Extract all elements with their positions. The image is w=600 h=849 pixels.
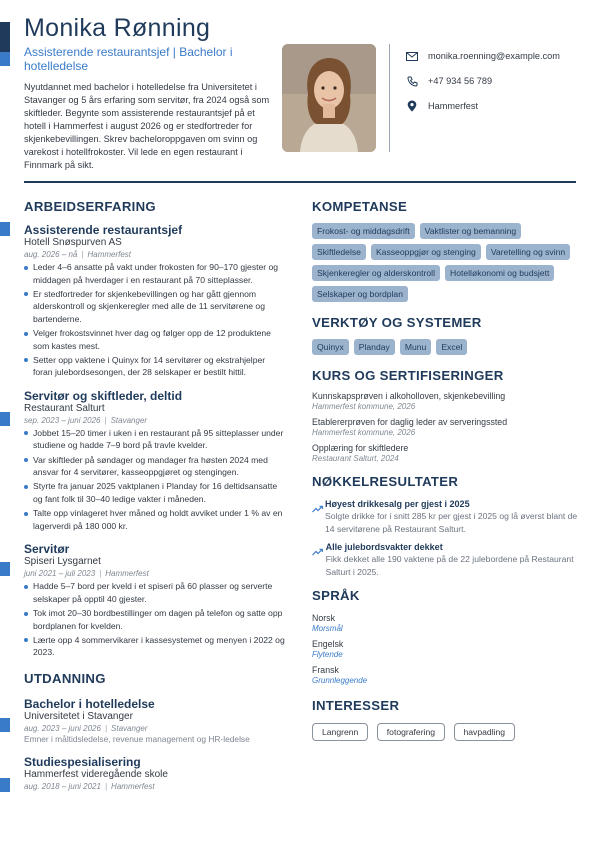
job-place: Hammerfest xyxy=(87,250,132,259)
mail-icon xyxy=(404,50,420,62)
course-item xyxy=(312,390,578,412)
tool-tag: Planday xyxy=(354,339,395,355)
result-item xyxy=(312,498,578,535)
education-meta: aug. 2023 – juni 2026 | Stavanger xyxy=(24,723,148,733)
trend-up-icon xyxy=(312,500,323,535)
course-item xyxy=(312,416,578,438)
interest-tag: fotografering xyxy=(377,723,445,741)
language-item xyxy=(312,638,578,660)
email-text: monika.roenning@example.com xyxy=(428,51,560,61)
bullet-item: Var skiftleder på søndager og mandager fra høsten 2024 med ansvar for 4 servitører, kasseoppgjøret og stengingen. xyxy=(24,454,286,479)
education-marker xyxy=(0,718,10,732)
bullet-item: Hadde 5–7 bord per kveld i et spiseri på 60 plasser og serverte selskaper på opptil 40 gjester. xyxy=(24,580,286,605)
school-name: Hammerfest videregående skole xyxy=(24,768,168,780)
skill-tag: Hotelløkonomi og budsjett xyxy=(445,265,554,281)
section-title-tools: VERKTØY OG SYSTEMER xyxy=(312,315,482,330)
education-place: Hammerfest xyxy=(111,781,155,791)
education-dates: aug. 2018 – juni 2021 xyxy=(24,781,101,791)
contact-phone[interactable] xyxy=(404,69,594,93)
skill-tag: Varetelling og svinn xyxy=(486,244,570,260)
trend-up-icon xyxy=(312,543,324,578)
job-title: Servitør og skiftleder, deltid xyxy=(24,388,183,403)
section-title-education: UTDANNING xyxy=(24,670,106,686)
interest-tag: Langrenn xyxy=(312,723,368,741)
course-meta: Restaurant Salturt, 2024 xyxy=(312,454,399,463)
section-title-results: NØKKELRESULTATER xyxy=(312,474,459,489)
course-list xyxy=(312,390,578,464)
contact-block xyxy=(389,44,594,152)
language-level: Grunnleggende xyxy=(312,676,368,685)
course-meta: Hammerfest kommune, 2026 xyxy=(312,428,416,437)
interest-list xyxy=(312,722,578,741)
job-bullets xyxy=(24,580,286,659)
course-name: Etablererprøven for daglig leder av serveringssted xyxy=(312,417,508,427)
language-level: Flytende xyxy=(312,650,343,659)
header-accent-bar xyxy=(0,22,10,52)
result-text: Solgte drikke for i snitt 285 kr per gjest i 2025 og lå øverst blant de 14 servitørene på Restaurant Salturt. xyxy=(325,511,578,534)
result-title: Høyest drikkesalg per gjest i 2025 xyxy=(325,499,470,509)
bullet-item: Velger frokostsvinnet hver dag og følger opp de 12 produktene som kastes mest. xyxy=(24,327,286,352)
section-title-courses: KURS OG SERTIFISERINGER xyxy=(312,368,504,383)
job-marker xyxy=(0,562,10,576)
job-company: Restaurant Salturt xyxy=(24,402,105,414)
bullet-item: Lærte opp 4 sommervikarer i kassesystemet og menyen i 2022 og 2023. xyxy=(24,634,286,659)
degree-title: Studiespesialisering xyxy=(24,754,141,769)
job-dates: sep. 2023 – juni 2026 xyxy=(24,415,101,425)
section-title-skills: KOMPETANSE xyxy=(312,199,408,214)
job-entry xyxy=(24,389,286,532)
skill-tags xyxy=(312,223,578,307)
skill-tag: Kasseoppgjør og stenging xyxy=(371,244,481,260)
language-name: Fransk xyxy=(312,665,339,675)
result-text: Fikk dekket alle 190 vaktene på de 22 julebordene på Restaurant Salturt i 2025. xyxy=(325,554,574,577)
language-name: Norsk xyxy=(312,613,335,623)
skill-tag: Vaktlister og bemanning xyxy=(420,223,522,239)
job-company: Spiseri Lysgarnet xyxy=(24,556,101,568)
job-entry xyxy=(24,223,286,379)
portrait-illustration xyxy=(282,44,376,152)
location-pin-icon xyxy=(404,100,420,112)
school-name: Universitetet i Stavanger xyxy=(24,710,133,722)
education-marker xyxy=(0,778,10,792)
resume-header xyxy=(24,14,584,184)
course-meta: Hammerfest kommune, 2026 xyxy=(312,402,416,411)
job-bullets xyxy=(24,427,286,532)
right-column xyxy=(312,199,578,741)
header-accent-bar-light xyxy=(0,52,10,66)
job-meta: juni 2021 – juli 2023 | Hammerfest xyxy=(24,569,149,579)
phone-text: +47 934 56 789 xyxy=(428,76,493,86)
bullet-item: Tok imot 20–30 bordbestillinger om dagen på telefon og satte opp bordplanen for kvelden. xyxy=(24,607,286,632)
contact-location xyxy=(404,94,594,118)
candidate-subtitle: Assisterende restaurantsjef | Bachelor i hotelledelse xyxy=(24,45,233,73)
location-text: Hammerfest xyxy=(428,101,479,111)
language-item xyxy=(312,612,578,634)
job-dates: juni 2021 – juli 2023 xyxy=(24,569,96,579)
phone-icon xyxy=(404,75,420,87)
job-title: Servitør xyxy=(24,542,70,557)
course-name: Opplæring for skiftledere xyxy=(312,443,409,453)
bullet-item: Leder 4–6 ansatte på vakt under frokosten for 90–170 gjester og middagen på hverdager i en restaurant på 70 sitteplasser. xyxy=(24,261,286,286)
job-meta: aug. 2026 – nå | Hammerfest xyxy=(24,250,132,259)
degree-title: Bachelor i hotelledelse xyxy=(24,696,155,711)
section-title-interests: INTERESSER xyxy=(312,698,400,713)
skill-tag: Frokost- og middagsdrift xyxy=(312,223,415,239)
job-meta: sep. 2023 – juni 2026 | Stavanger xyxy=(24,415,148,425)
tool-tag: Excel xyxy=(436,339,467,355)
language-name: Engelsk xyxy=(312,639,344,649)
education-meta: aug. 2018 – juni 2021 | Hammerfest xyxy=(24,781,155,791)
education-entry xyxy=(24,755,286,792)
bullet-item: Er stedfortreder for skjenkebevillingen og har gått gjennom alderskontroll og skjenkeregler med alle de 11 servitørene og bartenderne. xyxy=(24,288,286,326)
bullet-item: Setter opp vaktene i Quinyx for 14 servitører og ekstrahjelper foran julebordsesongen, der 28 selskaper er bestilt hittil. xyxy=(24,354,286,379)
course-name: Kunnskapsprøven i alkoholloven, skjenkebevilling xyxy=(312,391,506,401)
job-marker xyxy=(0,222,10,236)
job-entry xyxy=(24,542,286,659)
language-item xyxy=(312,664,578,686)
bullet-item: Styrte fra januar 2025 vaktplanen i Planday for 16 deltidsansatte og fant folk til 30–40 ledige vakter i måneden. xyxy=(24,480,286,505)
profile-summary: Nyutdannet med bachelor i hotelledelse fra Universitetet i Stavanger og 5 års erfaring som servitør, fra 2024 også som skiftleder. Begynte som assisterende restaurantsjef på et hotell i Hammerfest i august 2026 og er stedfortreder for skjenkebevillingen. Skrev bacheloroppgaven om svinn og varekost i hotellfrokoster. Vil lede en egen restaurant i Finnmark på sikt. xyxy=(24,82,270,170)
bullet-item: Jobbet 15–20 timer i uken i en restaurant på 95 sitteplasser under studiene og hadde 7–9 bord på travle kvelder. xyxy=(24,427,286,452)
education-note: Emner i måltidsledelse, revenue management og HR-ledelse xyxy=(24,733,250,744)
course-item xyxy=(312,442,578,464)
language-list xyxy=(312,612,578,686)
job-place: Stavanger xyxy=(110,415,148,425)
job-title: Assisterende restaurantsjef xyxy=(24,223,183,237)
job-bullets xyxy=(24,261,286,379)
job-marker xyxy=(0,412,10,426)
job-place: Hammerfest xyxy=(105,569,149,579)
language-level: Morsmål xyxy=(312,624,343,633)
job-company: Hotell Snøspurven AS xyxy=(24,237,122,248)
education-place: Stavanger xyxy=(111,723,148,733)
education-entry xyxy=(24,697,286,745)
interest-tag: havpadling xyxy=(454,723,516,741)
skill-tag: Skjenkeregler og alderskontroll xyxy=(312,265,440,281)
skill-tag: Skiftledelse xyxy=(312,244,366,260)
profile-photo xyxy=(282,44,376,152)
result-item xyxy=(312,541,578,578)
job-dates: aug. 2026 – nå xyxy=(24,250,78,259)
bullet-item: Talte opp vinlageret hver måned og holdt avviket under 1 % av en lagerverdi på 180 000 kr. xyxy=(24,507,286,532)
result-list xyxy=(312,498,578,578)
contact-email[interactable] xyxy=(404,44,594,68)
education-dates: aug. 2023 – juni 2026 xyxy=(24,723,101,733)
tool-tag: Quinyx xyxy=(312,339,349,355)
result-title: Alle julebordsvakter dekket xyxy=(325,542,443,552)
section-title-experience: ARBEIDSERFARING xyxy=(24,199,156,214)
candidate-name: Monika Rønning xyxy=(24,14,211,42)
skill-tag: Selskaper og bordplan xyxy=(312,286,408,302)
left-column xyxy=(24,199,286,792)
section-title-languages: SPRÅK xyxy=(312,588,360,603)
tool-tags xyxy=(312,339,578,360)
header-divider xyxy=(24,181,576,183)
tool-tag: Munu xyxy=(400,339,432,355)
